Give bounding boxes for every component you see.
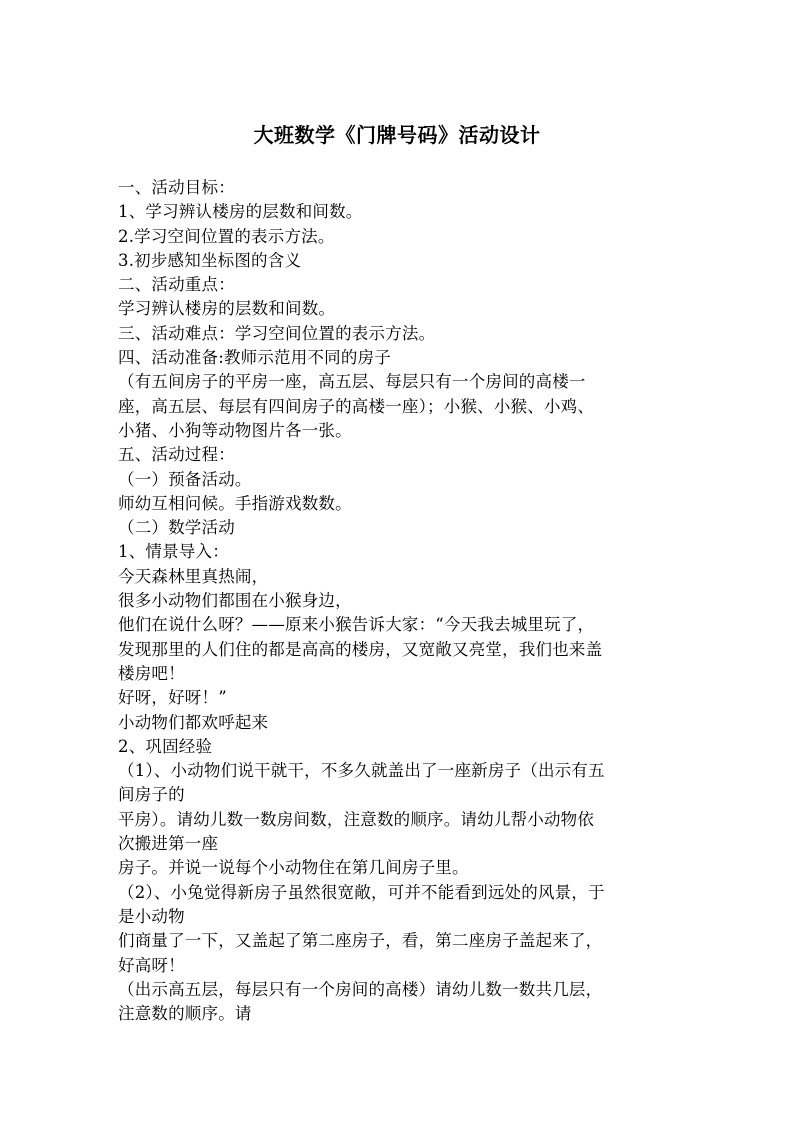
- text-line: 楼房吧！: [118, 663, 185, 683]
- text-line: 四、活动准备:教师示范用不同的房子: [118, 348, 391, 368]
- text-line: （二）数学活动: [118, 518, 235, 538]
- text-line: 发现那里的人们住的都是高高的楼房，又宽敞又亮堂，我们也来盖: [118, 639, 603, 659]
- text-line: 小猪、小狗等动物图片各一张。: [118, 420, 352, 440]
- text-line: （一）预备活动。: [118, 469, 252, 489]
- text-line: 1、情景导入：: [118, 542, 229, 562]
- text-line: 好呀，好呀！”: [118, 688, 227, 708]
- text-line: （2）、小兔觉得新房子虽然很宽敞，可并不能看到远处的风景，于: [118, 882, 605, 902]
- text-line: 三、活动难点：学习空间位置的表示方法。: [118, 323, 436, 343]
- text-line: （有五间房子的平房一座，高五层、每层只有一个房间的高楼一: [118, 372, 586, 392]
- text-line: 小动物们都欢呼起来: [118, 712, 269, 732]
- text-line: 五、活动过程：: [118, 445, 235, 465]
- text-line: 间房子的: [118, 785, 185, 805]
- text-line: 们商量了一下，又盖起了第二座房子，看，第二座房子盖起来了，: [118, 931, 603, 951]
- text-line: 2、巩固经验: [118, 736, 213, 756]
- text-line: 师幼互相问候。手指游戏数数。: [118, 493, 352, 513]
- text-line: 是小动物: [118, 906, 185, 926]
- text-line: 平房）。请幼儿数一数房间数，注意数的顺序。请幼儿帮小动物依: [118, 809, 595, 829]
- text-line: 3.初步感知坐标图的含义: [118, 250, 302, 270]
- text-line: 一、活动目标：: [118, 178, 235, 197]
- text-line: 座，高五层、每层有四间房子的高楼一座）；小猴、小猴、小鸡、: [118, 396, 595, 416]
- text-line: 2.学习空间位置的表示方法。: [118, 226, 335, 246]
- text-line: （1）、小动物们说干就干，不多久就盖出了一座新房子（出示有五: [118, 761, 605, 781]
- document-title: 大班数学《门牌号码》活动设计: [253, 123, 541, 147]
- text-line: 他们在说什么呀？——原来小猴告诉大家：“今天我去城里玩了，: [118, 615, 595, 635]
- text-line: 次搬进第一座: [118, 834, 219, 854]
- text-line: 房子。并说一说每个小动物住在第几间房子里。: [118, 858, 469, 878]
- document-body: [118, 176, 678, 1026]
- text-line: 二、活动重点：: [118, 275, 235, 295]
- text-line: 学习辨认楼房的层数和间数。: [118, 299, 336, 319]
- text-line: （出示高五层，每层只有一个房间的高楼）请幼儿数一数共几层，: [118, 979, 603, 999]
- text-line: 今天森林里真热闹，: [118, 566, 269, 586]
- text-line: 很多小动物们都围在小猴身边，: [118, 591, 352, 611]
- text-line: 1、学习辨认楼房的层数和间数。: [118, 202, 363, 222]
- text-line: 注意数的顺序。请: [118, 1004, 252, 1024]
- text-line: 好高呀！: [118, 955, 185, 975]
